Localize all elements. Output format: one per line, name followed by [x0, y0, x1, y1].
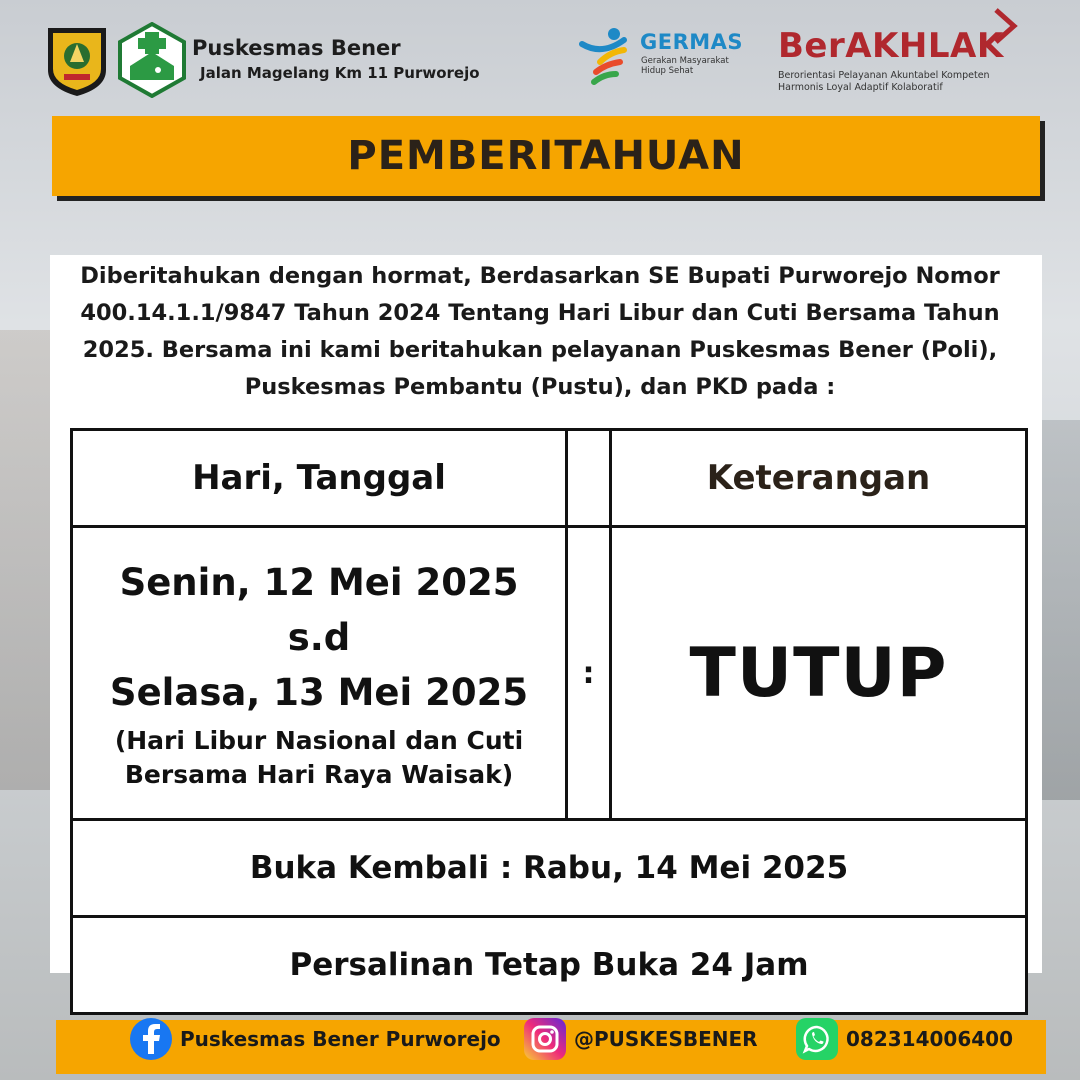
purworejo-emblem-icon [44, 22, 110, 98]
date-separator: s.d [287, 615, 351, 659]
table-row [72, 820, 1027, 917]
header-note: Keterangan [611, 430, 1027, 527]
instagram-icon [524, 1018, 566, 1060]
whatsapp-icon [796, 1018, 838, 1060]
header [0, 0, 1080, 110]
facebook-contact[interactable] [130, 1018, 501, 1060]
org-address: Jalan Magelang Km 11 Purworejo [200, 64, 480, 82]
intro-paragraph: Diberitahukan dengan hormat, Berdasarkan SE Bupati Purworejo Nomor 400.14.1.1/9847 Tahun 2024 Tentang Hari Libur dan Cuti Bersama Tahun 2025. Bersama ini kami beritahukan pelayanan Puskesmas Bener (Poli), Puskesmas Pembantu (Pustu), dan PKD pada : [80, 263, 1000, 400]
date-start: Senin, 12 Mei 2025 [119, 560, 519, 604]
berakhlak-chevron-icon [990, 6, 1020, 46]
date-cell [72, 527, 567, 820]
facebook-label: Puskesmas Bener Purworejo [180, 1027, 501, 1051]
puskesmas-logo-icon [118, 22, 186, 98]
instagram-contact[interactable] [524, 1018, 758, 1060]
berakhlak-values [778, 70, 1018, 94]
instagram-label: @PUSKESBENER [574, 1027, 758, 1051]
berakhlak-title: BerAKHLAK [778, 26, 1004, 66]
table-header-row [72, 430, 1027, 527]
header-date: Hari, Tanggal [72, 430, 567, 527]
table-row [72, 527, 1027, 820]
germas-subtitle: Gerakan Masyarakat Hidup Sehat [641, 56, 729, 76]
date-end: Selasa, 13 Mei 2025 [109, 670, 529, 714]
germas-title: GERMAS [640, 30, 744, 54]
table-row [72, 917, 1027, 1014]
status-closed: TUTUP [611, 527, 1027, 820]
reopen-notice: Buka Kembali : Rabu, 14 Mei 2025 [72, 820, 1027, 917]
banner-title: PEMBERITAHUAN [347, 133, 745, 179]
facebook-icon [130, 1018, 172, 1060]
header-spacer [567, 430, 611, 527]
date-note: (Hari Libur Nasional dan Cuti Bersama Hari Raya Waisak) [114, 725, 524, 789]
schedule-table [70, 428, 1028, 1015]
whatsapp-label: 082314006400 [846, 1027, 1013, 1051]
colon-cell: : [567, 527, 611, 820]
announcement-banner [52, 116, 1040, 196]
berakhlak-values-line1: Berorientasi Pelayanan Akuntabel Kompeten [778, 70, 990, 81]
org-name: Puskesmas Bener [192, 36, 401, 60]
birth-service-notice: Persalinan Tetap Buka 24 Jam [72, 917, 1027, 1014]
whatsapp-contact[interactable] [796, 1018, 1013, 1060]
berakhlak-values-line2: Harmonis Loyal Adaptif Kolaboratif [778, 82, 943, 93]
